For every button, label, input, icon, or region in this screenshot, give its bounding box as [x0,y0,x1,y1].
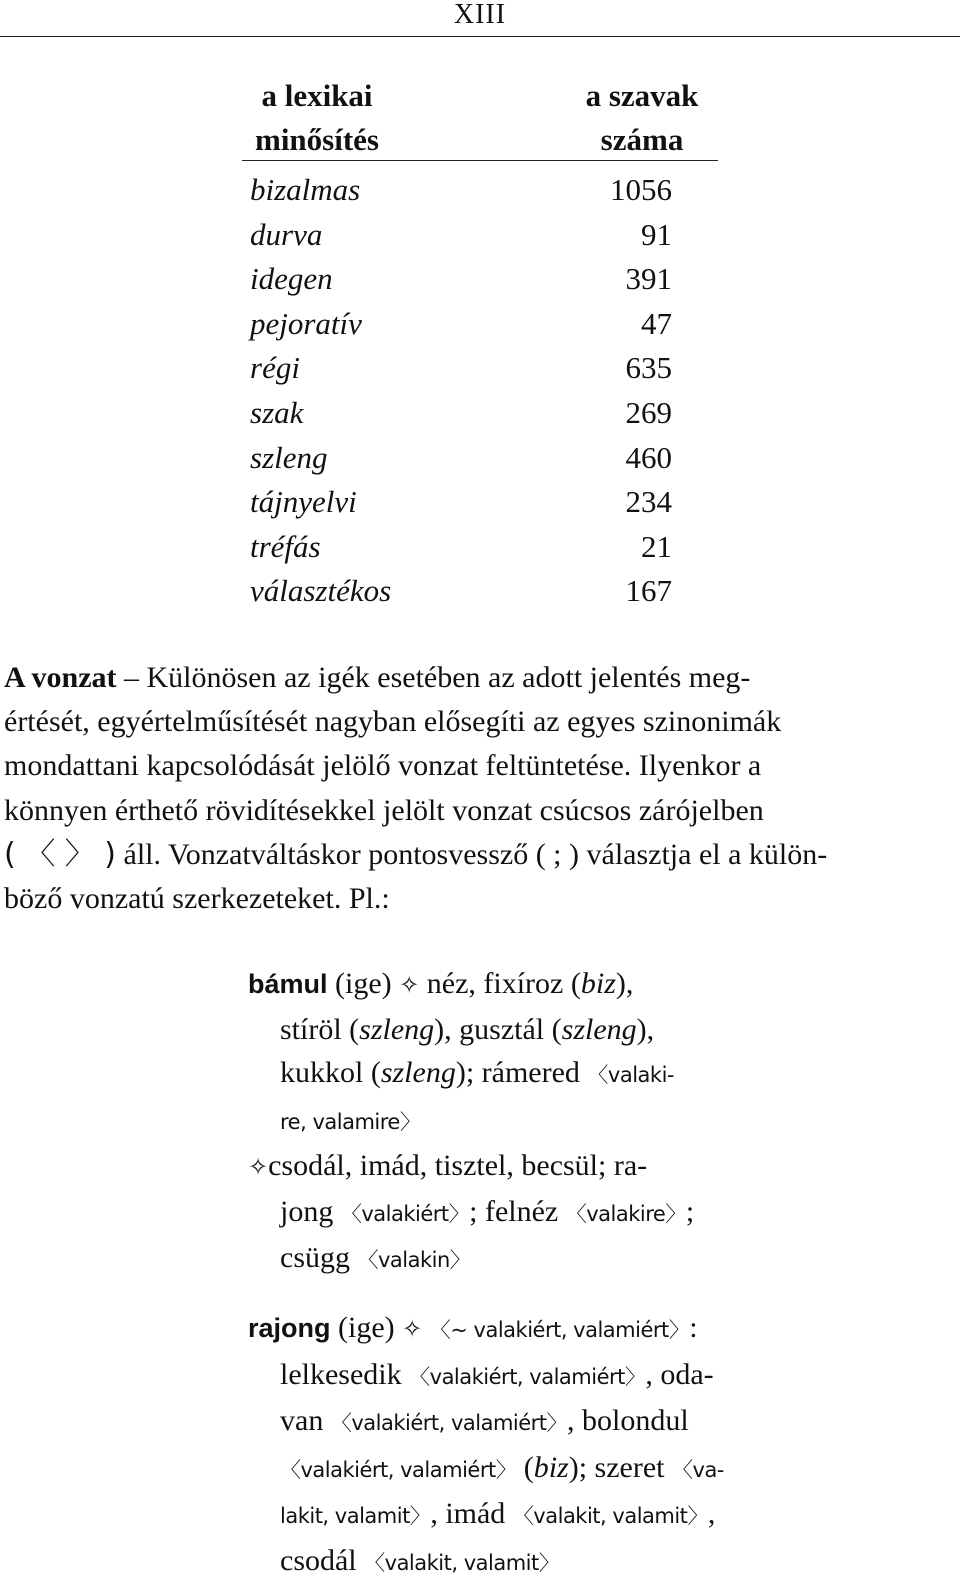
entry-line [248,1492,718,1539]
qualifier-cell: durva [250,213,322,258]
table-row [250,346,672,391]
entry-line [248,1539,718,1585]
valence-argument: 〈valakire〉 [566,1202,686,1226]
entry-text: , [708,1497,716,1530]
valence-argument: 〈valakiért, valamiért〉 [280,1458,516,1482]
table-row [250,569,672,614]
valence-argument: 〈~ valakiért, valamiért〉 [430,1318,689,1342]
part-of-speech: (ige) [338,1311,395,1344]
entry-text: ), [616,967,634,1000]
count-cell: 635 [582,346,672,391]
entry-text: ; felnéz [469,1195,566,1228]
qualifier-cell: régi [250,346,300,391]
entry-line [248,962,718,1008]
paragraph-term: A vonzat [4,661,117,694]
count-cell: 21 [582,525,672,570]
paragraph-line [4,656,956,700]
entry-line [248,1098,718,1145]
valence-argument: 〈valakit, valamit〉 [364,1551,559,1575]
angle-brackets-sample: ( 〈 〉 ) [4,837,116,872]
qualifier-table [250,168,672,614]
entry-text: stíröl ( [280,1013,359,1046]
qualifier-cell: szak [250,391,303,436]
entry-text: ); szeret [569,1451,672,1484]
table-row [250,391,672,436]
qualifier-label: biz [534,1451,569,1484]
table-header-count [560,74,724,162]
page-number: XIII [0,0,960,30]
dictionary-entry-rajong [248,1306,718,1585]
table-row [250,213,672,258]
qualifier-cell: szleng [250,436,328,481]
entry-text: csügg [280,1241,358,1274]
entry-line [248,1236,718,1283]
qualifier-cell: bizalmas [250,168,360,213]
valence-argument: 〈valakit, valamit〉 [513,1504,708,1528]
table-row [250,480,672,525]
table-row [250,168,672,213]
entry-line [248,1144,718,1190]
count-cell: 391 [582,257,672,302]
qualifier-label: szleng [359,1013,434,1046]
entry-text: : [689,1311,697,1344]
vonzat-paragraph [4,656,956,921]
paragraph-line: mondattani kapcsolódását jelölő vonzat feltüntetése. Ilyenkor a [4,744,956,788]
qualifier-cell: pejoratív [250,302,362,347]
table-header-qualifier-line2: minősítés [242,118,392,162]
valence-argument: 〈valakin〉 [358,1248,471,1272]
table-header-qualifier [242,74,392,162]
star-icon: ✧ [248,1153,268,1181]
entry-line [248,1353,718,1400]
entry-line [248,1306,718,1353]
table-header-count-line1: a szavak [560,74,724,118]
entry-text: ( [516,1451,534,1484]
entry-text: ); rámered [456,1056,588,1089]
count-cell: 91 [582,213,672,258]
entry-line [248,1008,718,1052]
entry-text: lelkesedik [280,1358,409,1391]
qualifier-label: szleng [381,1056,456,1089]
entry-headword: rajong [248,1313,331,1343]
qualifier-label: biz [581,967,616,1000]
paragraph-line: könnyen érthető rövidítésekkel jelölt vonzat csúcsos zárójelben [4,789,956,833]
entry-headword: bámul [248,969,328,999]
entry-text: ), gusztál ( [434,1013,561,1046]
part-of-speech: (ige) [335,967,392,1000]
valence-argument: 〈valakiért, valamiért〉 [331,1411,567,1435]
table-header-count-line2: száma [560,118,724,162]
qualifier-cell: tájnyelvi [250,480,357,525]
count-cell: 234 [582,480,672,525]
paragraph-line: értését, egyértelműsítését nagyban elősegíti az egyes szinonimák [4,700,956,744]
entry-line [248,1190,718,1237]
entry-text: csodál, imád, tisztel, becsül; ra- [268,1149,647,1182]
header-rule [0,36,960,37]
qualifier-label: szleng [562,1013,637,1046]
entry-text: néz, fixíroz ( [427,967,581,1000]
dictionary-entry-bamul [248,962,718,1283]
table-row [250,436,672,481]
valence-argument: re, valamire〉 [280,1110,420,1134]
entry-line [248,1051,718,1098]
qualifier-cell: idegen [250,257,333,302]
table-row [250,257,672,302]
table-row [250,525,672,570]
entry-text: kukkol ( [280,1056,381,1089]
table-header-qualifier-line1: a lexikai [242,74,392,118]
qualifier-cell: választékos [250,569,391,614]
entry-text: , oda- [645,1358,713,1391]
entry-text: csodál [280,1544,364,1577]
count-cell: 1056 [582,168,672,213]
entry-text: , bolondul [567,1404,689,1437]
star-icon: ✧ [399,971,419,999]
entry-text: ), [637,1013,655,1046]
paragraph-text: áll. Vonzatváltáskor pontosvessző ( ; ) választja el a külön- [124,838,828,871]
paragraph-line [4,833,956,877]
entry-line [248,1399,718,1446]
star-icon: ✧ [402,1315,422,1343]
valence-argument: lakit, valamit〉 [280,1504,430,1528]
table-row [250,302,672,347]
valence-argument: 〈va- [672,1458,724,1482]
paragraph-text: – Különösen az igék esetében az adott jelentés meg- [124,661,750,694]
entry-text: ; [686,1195,694,1228]
valence-argument: 〈valakiért〉 [341,1202,469,1226]
paragraph-line: böző vonzatú szerkezeteket. Pl.: [4,877,956,921]
entry-line [248,1446,718,1493]
entry-text: , imád [430,1497,513,1530]
count-cell: 47 [582,302,672,347]
table-rule [242,160,718,161]
valence-argument: 〈valaki- [587,1063,674,1087]
qualifier-cell: tréfás [250,525,321,570]
entry-text: van [280,1404,331,1437]
count-cell: 460 [582,436,672,481]
entry-text: jong [280,1195,341,1228]
count-cell: 269 [582,391,672,436]
count-cell: 167 [582,569,672,614]
valence-argument: 〈valakiért, valamiért〉 [409,1365,645,1389]
